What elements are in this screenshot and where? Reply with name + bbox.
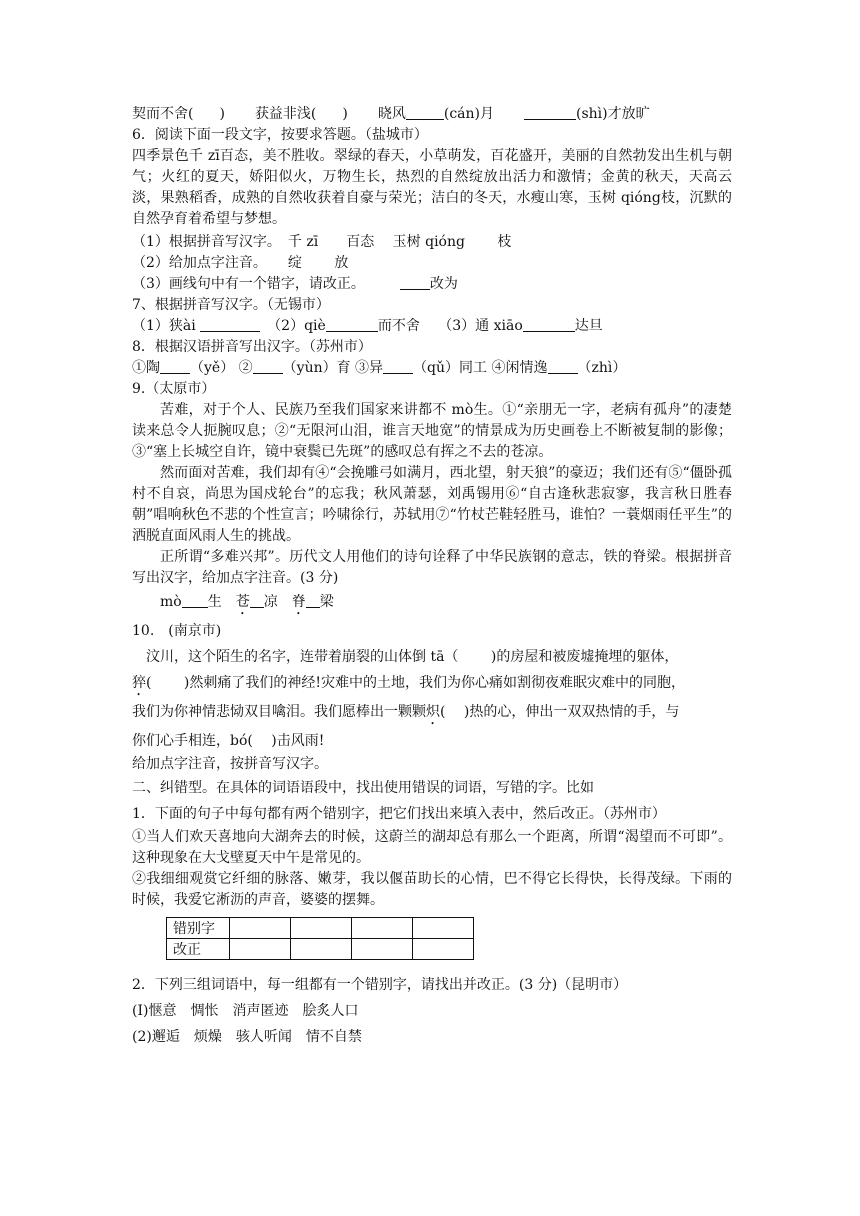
document-page	[132, 104, 732, 1050]
text: 契而不舍(	[132, 106, 194, 122]
e2-title: 2．下列三组词语中，每一组都有一个错别字，请找出并改正。(3 分)（昆明市）	[132, 977, 628, 993]
q6-title: 6．阅读下面一段文字，按要求答题。（盐城市）	[132, 127, 428, 143]
q9-para1: 苦难，对于个人、民族乃至我们国家来讲都不 mò生。①“亲朋无一字，老病有孤舟”的凄楚读来总令人扼腕叹息；②“无限河山泪，谁言天地宽”的情景成为历史画卷上不断被复制的影像；③“塞上长城空自许，镜中衰鬓已先斑”的感叹总有挥之不去的苍凉。	[132, 402, 732, 460]
e1-sentence1: ①当人们欢天喜地向大湖奔去的时候，这蔚兰的湖却总有那么一个距离，所谓“渴望而不可即”。这种现象在大戈壁夏天中午是常见的。	[132, 829, 732, 866]
q10-line2	[132, 670, 732, 699]
correction-table	[166, 917, 474, 960]
q10-title: 10. (南京市)	[132, 623, 222, 639]
q9-para3: 正所谓“多难兴邦”。历代文人用他们的诗句诠释了中华民族钢的意志，铁的脊梁。根据拼音写出汉字，给加点字注音。(3 分)	[132, 549, 732, 586]
text: （2）qiè	[260, 318, 326, 334]
dotted-char: 脊	[291, 594, 306, 610]
table-row	[167, 918, 474, 939]
text: 晓风	[377, 106, 406, 122]
dotted-char: 猝	[132, 675, 146, 691]
blank	[182, 593, 208, 608]
table-cell[interactable]	[230, 918, 291, 939]
table-header: 改正	[167, 939, 230, 960]
e2-group2: (2)邂逅 烦燥 骇人听闻 情不自禁	[132, 1029, 362, 1045]
blank	[253, 359, 283, 374]
section-two-heading: 二、纠错型。在具体的词语语段中，找出使用错误的词语，写错的字。比如	[132, 780, 594, 796]
dotted-char: 炽	[426, 704, 440, 720]
text: mò	[160, 594, 182, 610]
table-header: 错别字	[167, 918, 230, 939]
blank	[160, 359, 190, 374]
text: (shì)才放旷	[576, 106, 650, 122]
e2-group1: (I)惬意 惆怅 消声匿迹 脍炙人口	[132, 1003, 359, 1019]
text: 梁	[319, 594, 334, 610]
text: （1）狭ài	[132, 318, 201, 334]
text: ①陶	[132, 360, 160, 376]
q9-para2: 然而面对苦难，我们却有④“会挽雕弓如满月，西北望，射天狼”的豪迈；我们还有⑤“僵卧孤村不自哀，尚思为国戍轮台”的忘我；秋风萧瑟，刘禹锡用⑥“自古逢秋悲寂寥，我言秋日胜春朝”唱响秋色不悲的个性宣言；吟啸徐行，苏轼用⑦“竹杖芒鞋轻胜马，谁怕？一蓑烟雨任平生”的洒脱直面风雨人生的挑战。	[132, 465, 732, 544]
text: (cán)月	[443, 106, 495, 122]
text: （yě） ②	[190, 360, 253, 376]
blank	[250, 593, 264, 608]
q6-sub2: （2）给加点字注音。 绽 放	[132, 255, 349, 271]
table-cell[interactable]	[352, 918, 413, 939]
q8-items	[132, 358, 732, 379]
text: 获益非浅(	[254, 106, 317, 122]
q10-line3	[132, 699, 732, 728]
blank	[200, 317, 260, 332]
table-cell[interactable]	[230, 939, 291, 960]
blank	[406, 105, 444, 120]
text: 改为	[429, 276, 458, 292]
text: ( )热的心，伸出一双双热情的手，与	[440, 704, 680, 720]
line-idioms	[132, 104, 732, 125]
text: )	[219, 106, 225, 122]
blank	[524, 105, 576, 120]
q6-paragraph: 四季景色千 zī百态，美不胜收。翠绿的春天，小草萌发，百花盛开，美丽的自然勃发出生机与朝气；火红的夏天，娇阳似火，万物生长，热烈的自然绽放出活力和激情；金黄的秋天，天高云淡，果熟稻香，成熟的自然收获着自豪与荣光；洁白的冬天，水瘦山寒，玉树 qióng枝，沉默的自然孕育着希望与梦想。	[132, 148, 732, 227]
q6-sub3	[132, 274, 732, 295]
text: 生	[207, 594, 236, 610]
table-cell[interactable]	[352, 939, 413, 960]
dotted-char: 苍	[235, 594, 250, 610]
table-cell[interactable]	[291, 918, 352, 939]
q9-title: 9.（太原市）	[132, 381, 216, 397]
text: )	[342, 106, 348, 122]
q10-instruction: 给加点字注音，按拼音写汉字。	[132, 756, 328, 772]
text: 我们为你神情悲恸双目噙泪。我们愿棒出一颗颗	[132, 704, 426, 720]
text: 而不舍 （3）通 xiāo	[377, 318, 523, 334]
text: （3）画线句中有一个错字，请改正。	[132, 276, 400, 292]
q8-title: 8．根据汉语拼音写出汉字。（苏州市）	[132, 339, 372, 355]
blank	[400, 275, 430, 290]
blank	[326, 317, 378, 332]
q7-title: 7、根据拼音写汉字。（无锡市）	[132, 297, 330, 313]
blank	[306, 593, 320, 608]
text: （yùn）育 ③异	[282, 360, 384, 376]
blank	[523, 317, 575, 332]
text: （zhì）	[577, 360, 627, 376]
text: ( )然刺痛了我们的神经!灾难中的土地，我们为你心痛如割彻夜难眠灾难中的同胞，	[146, 675, 685, 691]
q9-answers	[132, 589, 732, 618]
q10-line4: 你们心手相连，bó( )击风雨!	[132, 733, 325, 749]
q6-sub1: （1）根据拼音写汉字。 千 zī 百态 玉树 qióng 枝	[132, 234, 512, 250]
table-cell[interactable]	[291, 939, 352, 960]
text: 达旦	[574, 318, 603, 334]
text: 凉	[263, 594, 292, 610]
table-cell[interactable]	[413, 918, 474, 939]
table-cell[interactable]	[413, 939, 474, 960]
q7-items	[132, 316, 732, 337]
e1-sentence2: ②我细细观赏它纤细的脉落、嫩芽，我以偃苗助长的心情，巴不得它长得快，长得茂绿。下雨的时候，我爱它淅沥的声音，婆婆的摆舞。	[132, 871, 732, 908]
q10-line1: 汶川，这个陌生的名字，连带着崩裂的山体倒 tā（ )的房屋和被废墟掩埋的躯体，	[146, 649, 679, 665]
text: （qǔ）同工 ④闲情逸	[413, 360, 548, 376]
e1-title: 1．下面的句子中每句都有两个错别字，把它们找出来填入表中，然后改正。（苏州市）	[132, 806, 666, 822]
blank	[548, 359, 578, 374]
blank	[383, 359, 413, 374]
table-row	[167, 939, 474, 960]
